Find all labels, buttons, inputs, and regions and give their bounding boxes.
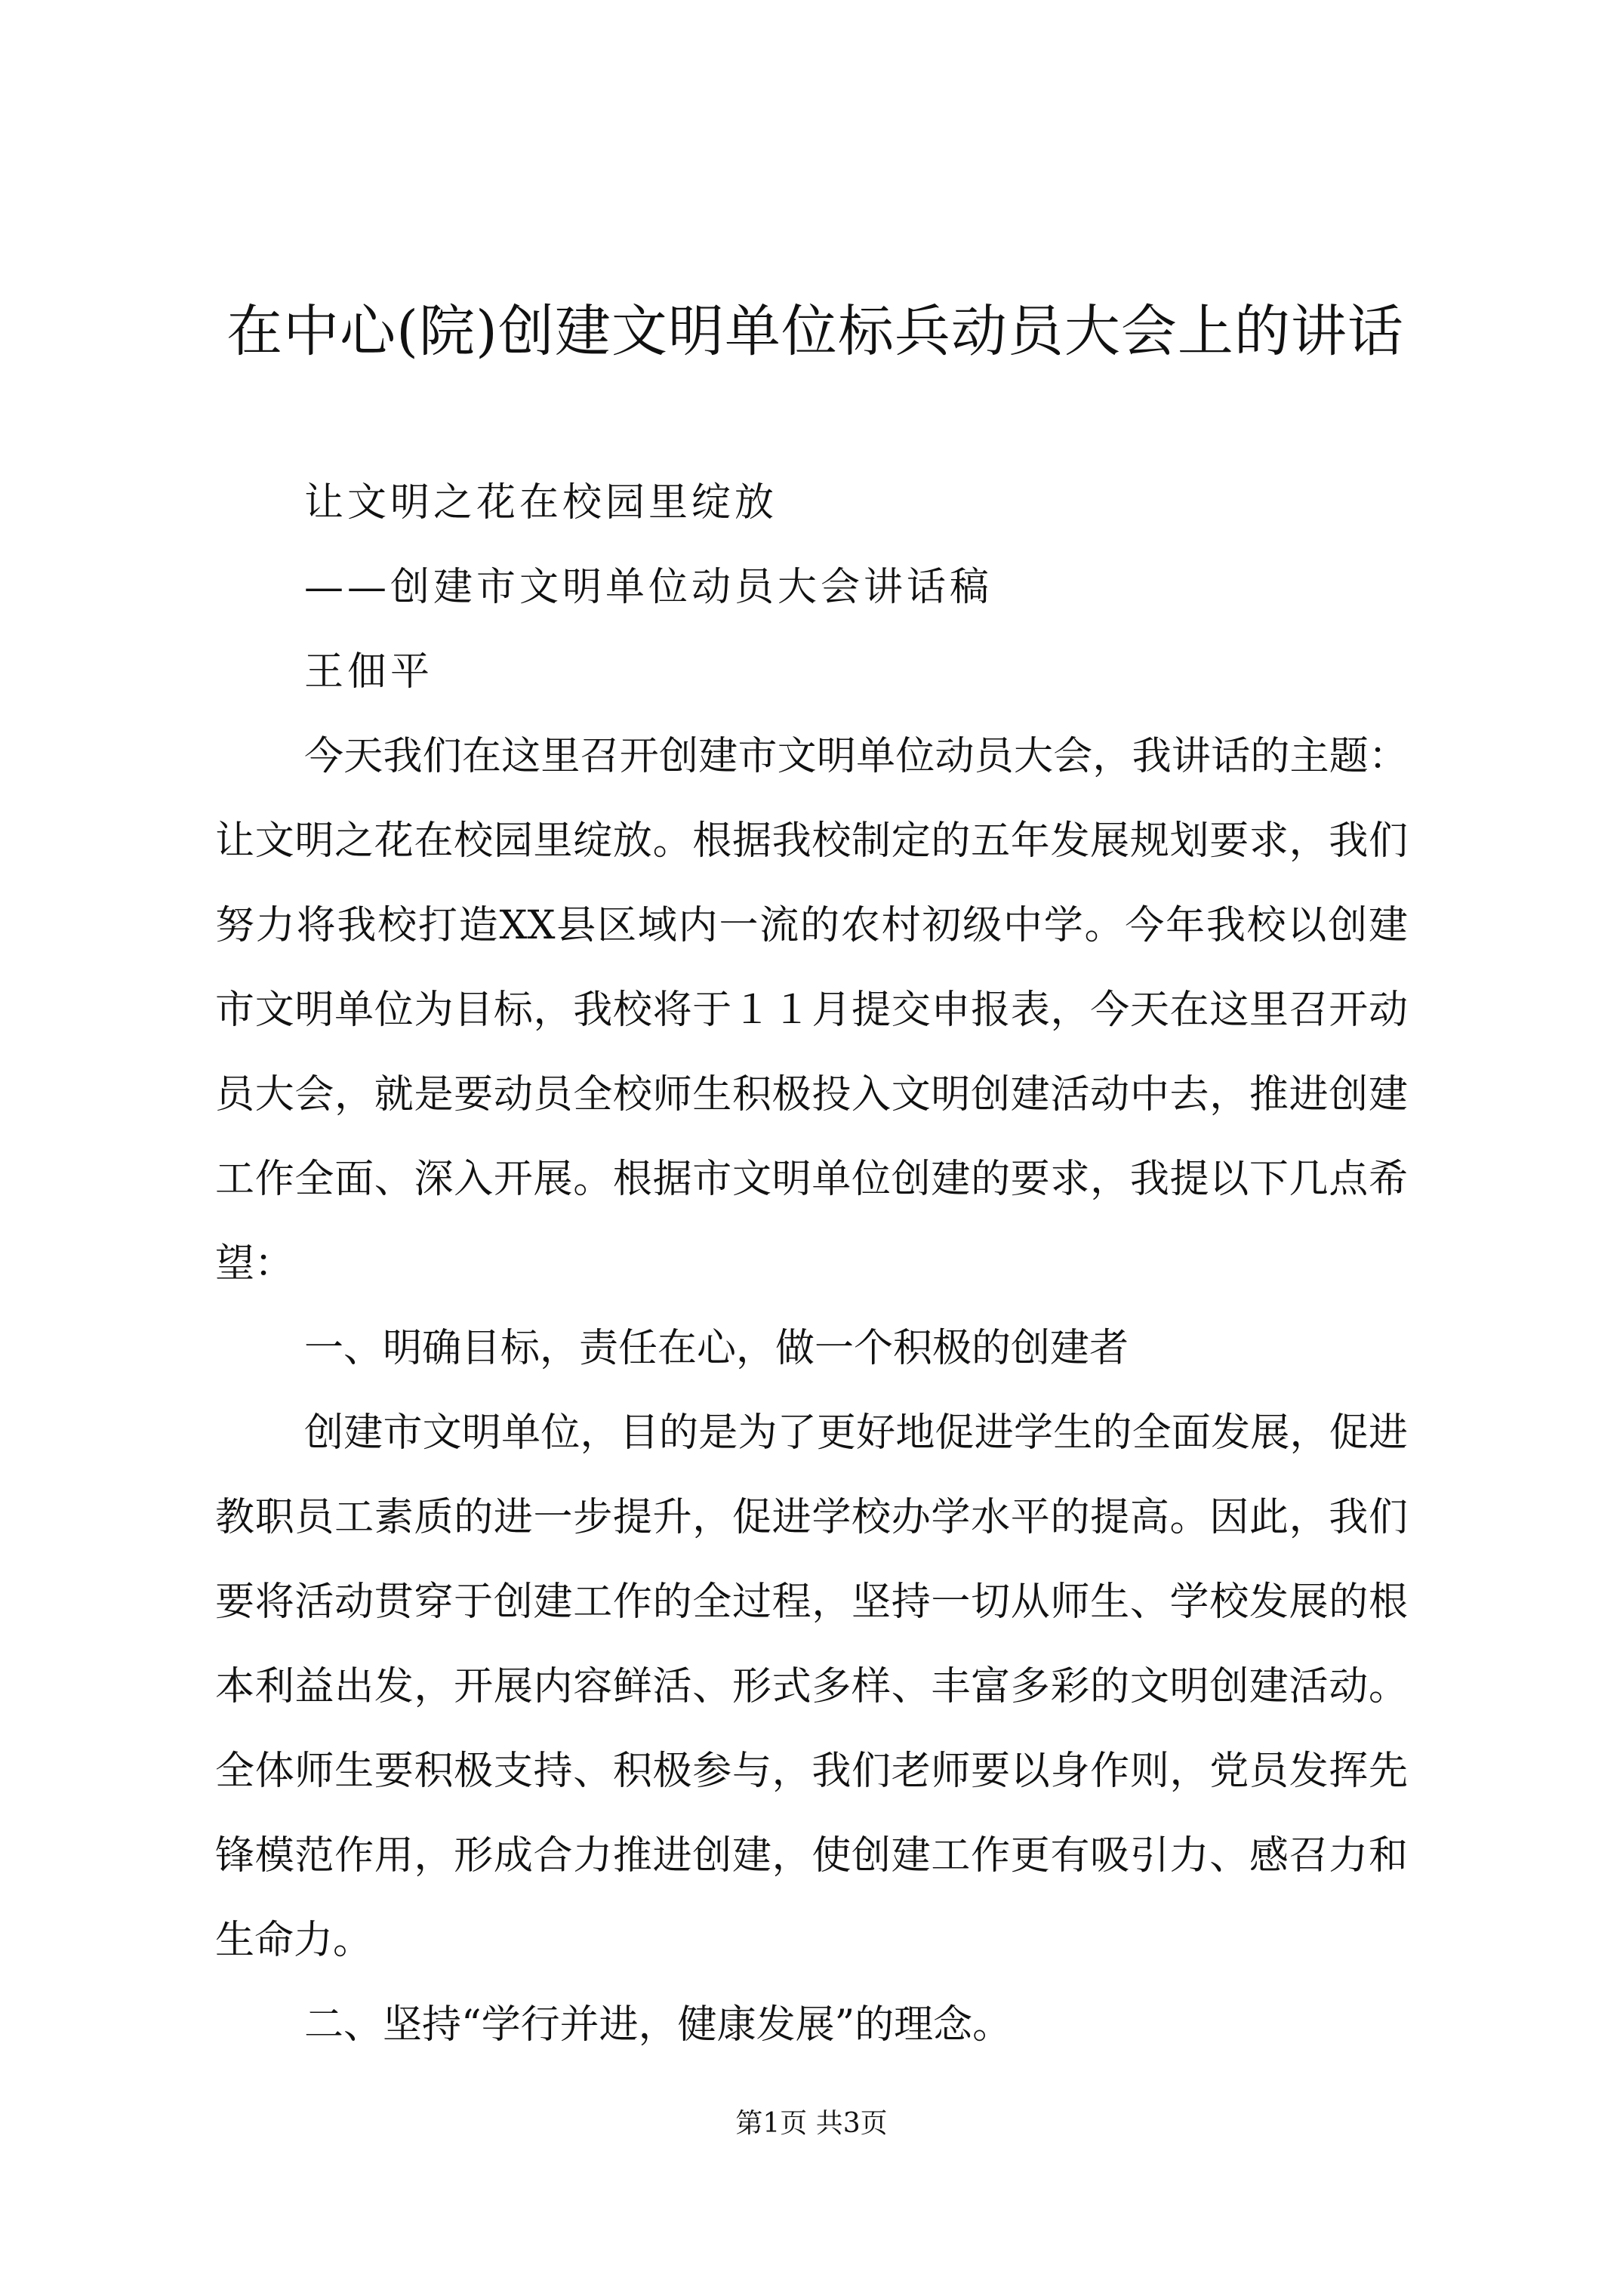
document-body — [215, 461, 1408, 2067]
body-paragraph-section-1: 创建市文明单位，目的是为了更好地促进学生的全面发展，促进教职员工素质的进一步提升，促进学校办学水平的提高。因此，我们要将活动贯穿于创建工作的全过程，坚持一切从师生、学校发展的根本利益出发，开展内容鲜活、形式多样、丰富多彩的文明创建活动。全体师生要积极支持、积极参与，我们老师要以身作则，党员发挥先锋模范作用，形成合力推进创建，使创建工作更有吸引力、感召力和生命力。 — [215, 1410, 1408, 1963]
subtitle: 让文明之花在校园里绽放 — [304, 480, 778, 525]
section-heading-2: 二、坚持“学行并进，健康发展”的理念。 — [304, 2002, 1012, 2048]
body-paragraph-intro: 今天我们在这里召开创建市文明单位动员大会，我讲话的主题：让文明之花在校园里绽放。根据我校制定的五年发展规划要求，我们努力将我校打造XX县区域内一流的农村初级中学。今年我校以创建市文明单位为目标，我校将于１１月提交申报表，今天在这里召开动员大会，就是要动员全校师生积极投入文明创建活动中去，推进创建工作全面、深入开展。根据市文明单位创建的要求，我提以下几点希望： — [215, 734, 1408, 1287]
page-footer: 第1页 共3页 — [735, 2108, 888, 2139]
author-name: 王佃平 — [304, 649, 434, 695]
section-heading-1: 一、明确目标，责任在心，做一个积极的创建者 — [304, 1326, 1129, 1371]
document-title: 在中心(院)创建文明单位标兵动员大会上的讲话 — [226, 299, 1404, 364]
subtitle-secondary: ——创建市文明单位动员大会讲话稿 — [304, 565, 993, 610]
